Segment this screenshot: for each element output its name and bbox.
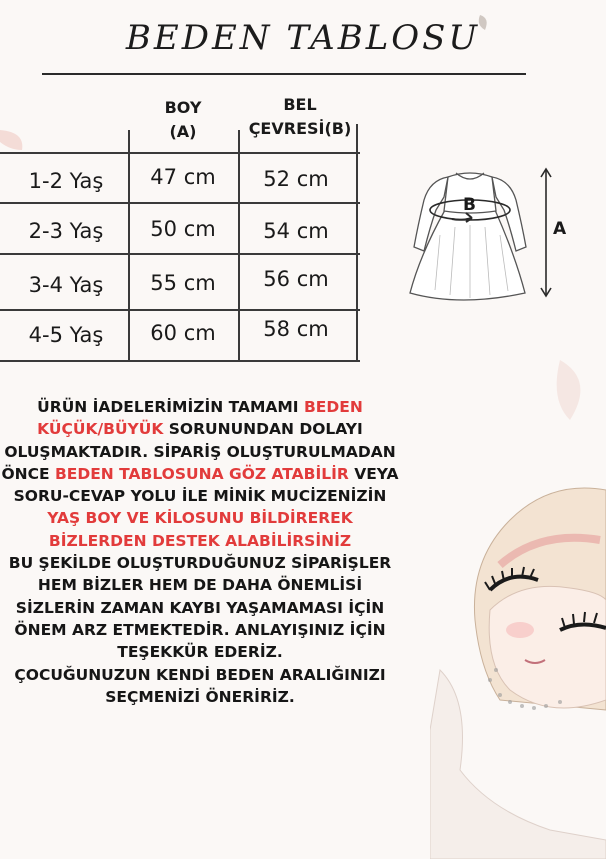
notice-part-1: ÜRÜN İADELERİMİZİN TAMAMI bbox=[37, 398, 304, 416]
notice-text bbox=[0, 396, 400, 708]
diagram-label-a: A bbox=[553, 219, 567, 239]
table-row-1-age: 1-2 Yaş bbox=[28, 169, 104, 193]
column-header-boy bbox=[138, 96, 228, 144]
column-header-boy-line1: BOY bbox=[164, 98, 202, 117]
notice-highlight-3: YAŞ BOY VE KİLOSUNU BİLDİREREK BİZLERDEN DESTEK ALABİLİRSİNİZ bbox=[47, 509, 353, 550]
table-vline-right bbox=[356, 124, 358, 360]
table-row-1-bel: 52 cm bbox=[263, 167, 329, 191]
table-row-2-boy: 50 cm bbox=[150, 217, 216, 241]
column-header-bel-line1: BEL bbox=[283, 95, 317, 114]
table-row-2-age: 2-3 Yaş bbox=[28, 219, 104, 243]
table-row-3-boy: 55 cm bbox=[150, 271, 216, 295]
notice-part-2: SORUNUNDAN DOLAYI OLUŞMAKTADIR. SİPARİŞ OLUŞTURULMADAN ÖNCE bbox=[1, 420, 396, 483]
title-divider bbox=[42, 73, 526, 75]
column-header-bel-line2: ÇEVRESİ(B) bbox=[248, 119, 352, 138]
table-row-1-boy: 47 cm bbox=[150, 165, 216, 189]
diagram-label-b: B bbox=[463, 195, 476, 215]
girl-illustration bbox=[430, 470, 606, 859]
table-row-2-bel: 54 cm bbox=[263, 219, 329, 243]
page-title: BEDEN TABLOSU bbox=[125, 18, 481, 58]
table-row-4-age: 4-5 Yaş bbox=[28, 323, 104, 347]
notice-part-3: VEYA SORU-CEVAP YOLU İLE MİNİK MUCİZENİZİN bbox=[13, 464, 399, 506]
size-table bbox=[0, 152, 360, 362]
notice-paragraph-main bbox=[0, 396, 400, 552]
table-row-4-boy: 60 cm bbox=[150, 321, 216, 345]
table-row-3-bel: 56 cm bbox=[263, 267, 329, 291]
column-header-boy-line2: (A) bbox=[169, 122, 197, 141]
petal-decoration-right bbox=[540, 360, 600, 440]
notice-paragraph-advice: ÇOCUĞUNUZUN KENDİ BEDEN ARALIĞINIZI SEÇMENİZİ ÖNERİRİZ. bbox=[14, 665, 386, 706]
notice-highlight-2: BEDEN TABLOSUNA GÖZ ATABİLİR bbox=[54, 464, 349, 483]
table-row-4-bel: 58 cm bbox=[263, 317, 329, 341]
table-line-bottom bbox=[0, 360, 360, 362]
table-row-3-age: 3-4 Yaş bbox=[28, 273, 104, 297]
column-header-bel bbox=[238, 93, 362, 141]
notice-highlight-1: BEDEN KÜÇÜK/BÜYÜK bbox=[37, 398, 363, 439]
notice-paragraph-order: BU ŞEKİLDE OLUŞTURDUĞUNUZ SİPARİŞLER HEM BİZLER HEM DE DAHA ÖNEMLİSİ SİZLERİN ZAMAN KAYBI YAŞAMAMASI İÇİN ÖNEM ARZ ETMEKTEDİR. ANLAYIŞINIZ İÇİN TEŞEKKÜR EDERİZ. bbox=[8, 554, 392, 662]
